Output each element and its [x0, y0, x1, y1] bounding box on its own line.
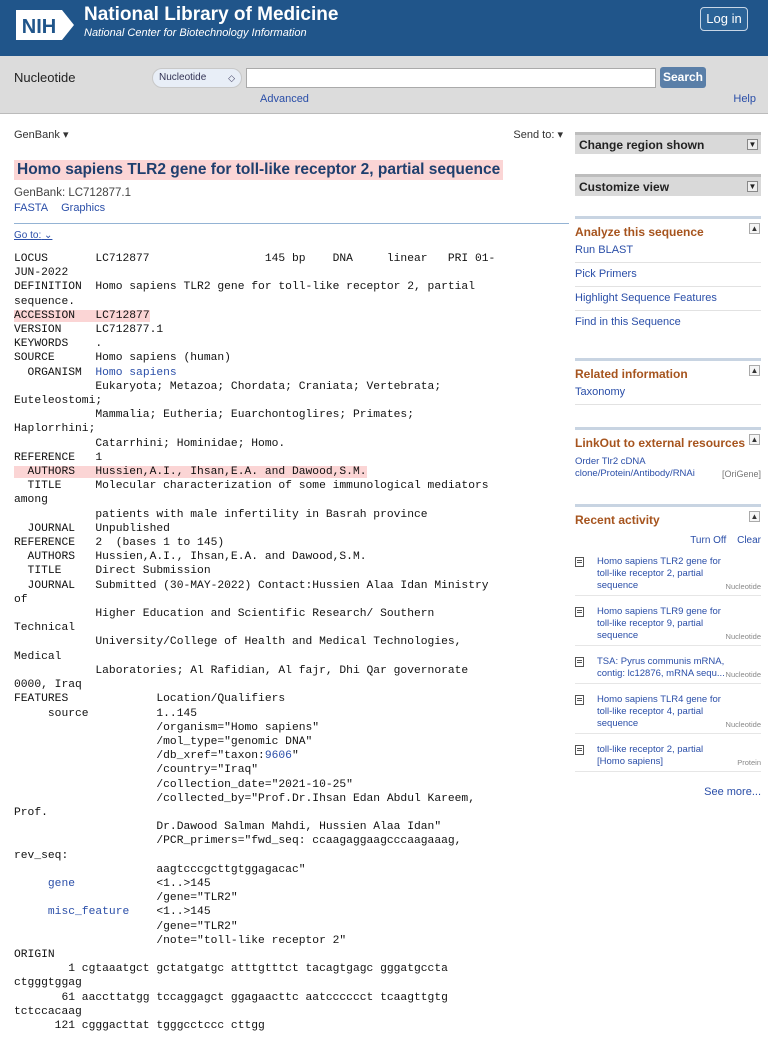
- collapse-up-icon[interactable]: ▲: [750, 512, 759, 521]
- record-line: patients with male infertility in Basrah province: [14, 508, 428, 521]
- record-line: Prof.: [14, 806, 48, 819]
- taxonomy-link[interactable]: Taxonomy: [575, 381, 761, 405]
- recent-item-db: Nucleotide: [725, 632, 761, 641]
- recent-activity-title: Recent activity: [575, 513, 660, 527]
- document-icon: [575, 557, 584, 567]
- record-line: among: [14, 494, 48, 507]
- record-line: rev_seq:: [14, 849, 69, 862]
- database-label: Nucleotide: [14, 70, 76, 85]
- record-line: Euteleostomi;: [14, 395, 103, 408]
- linkout-heading: [575, 427, 761, 450]
- recent-controls: [575, 535, 761, 546]
- sequence-line: tctccacaag: [14, 1005, 82, 1018]
- recent-item-title[interactable]: TSA: Pyrus communis mRNA, contig: lc12876, mRNA sequ...: [597, 656, 725, 679]
- sequence-line: 121 cgggacttat tgggcctccc cttgg: [14, 1019, 265, 1032]
- login-button[interactable]: Log in: [700, 7, 748, 31]
- record-line: /organism="Homo sapiens": [14, 721, 320, 734]
- right-sidebar: [575, 132, 761, 798]
- accession-key: ACCESSION: [14, 309, 96, 322]
- record-line: /gene="TLR2": [14, 920, 238, 933]
- db-xref-key: /db_xref="taxon:: [14, 750, 265, 763]
- recent-item-title[interactable]: toll-like receptor 2, partial [Homo sapiens]: [597, 744, 704, 767]
- record-line: Haplorrhini;: [14, 423, 96, 436]
- record-line: [14, 878, 211, 890]
- record-line: TITLE Molecular characterization of some immunological mediators: [14, 480, 489, 493]
- clear-link[interactable]: Clear: [737, 535, 761, 546]
- analyze-title: Analyze this sequence: [575, 225, 704, 239]
- gene-feature-link[interactable]: gene: [47, 877, 76, 890]
- collapse-up-icon[interactable]: ▲: [750, 366, 759, 375]
- recent-item[interactable]: [575, 694, 761, 734]
- record-line: /collected_by="Prof.Dr.Ihsan Edan Abdul Kareem,: [14, 792, 475, 805]
- recent-item[interactable]: [575, 606, 761, 646]
- record-line: aagtcccgcttgtggagacac": [14, 863, 306, 876]
- send-to-label: Send to:: [513, 129, 555, 141]
- collapse-up-icon[interactable]: ▲: [750, 435, 759, 444]
- highlight-features-link[interactable]: Highlight Sequence Features: [575, 287, 761, 311]
- document-icon: [575, 657, 584, 667]
- change-region-label: Change region shown: [579, 138, 705, 152]
- format-row: [14, 128, 569, 148]
- record-line: /note="toll-like receptor 2": [14, 934, 347, 947]
- indent: [14, 906, 48, 918]
- caret-down-icon: ▾: [62, 129, 69, 141]
- organism-key: ORGANISM: [14, 366, 96, 379]
- misc-feature-location: <1..>145: [129, 906, 211, 919]
- recent-item-title[interactable]: Homo sapiens TLR9 gene for toll-like receptor 9, partial sequence: [597, 606, 721, 641]
- customize-view-panel[interactable]: [575, 174, 761, 196]
- record-line: Medical: [14, 650, 62, 663]
- record-line: /collection_date="2021-10-25": [14, 778, 353, 791]
- site-subtitle: National Center for Biotechnology Information: [84, 27, 307, 39]
- record-line: Eukaryota; Metazoa; Chordata; Craniata; Vertebrata;: [14, 380, 442, 393]
- divider: [14, 223, 569, 224]
- record-line: AUTHORS Hussien,A.I., Ihsan,E.A. and Dawood,S.M.: [14, 551, 367, 564]
- linkout-item[interactable]: [575, 456, 761, 480]
- change-region-panel[interactable]: [575, 132, 761, 154]
- misc-feature-link[interactable]: misc_feature: [47, 906, 130, 919]
- record-line: [14, 750, 299, 762]
- record-line: KEYWORDS .: [14, 338, 103, 351]
- record-line: University/College of Health and Medical Technologies,: [14, 636, 462, 649]
- record-line: Mammalia; Eutheria; Euarchontoglires; Primates;: [14, 409, 414, 422]
- recent-item[interactable]: [575, 656, 761, 684]
- document-icon: [575, 695, 584, 705]
- pick-primers-link[interactable]: Pick Primers: [575, 263, 761, 287]
- record-line: JOURNAL Unpublished: [14, 522, 170, 535]
- analyze-heading: [575, 216, 761, 239]
- quote: ": [291, 750, 299, 763]
- record-line: [14, 906, 211, 918]
- accession-value: LC712877: [95, 309, 150, 322]
- record-line: of: [14, 593, 28, 606]
- goto-label: Go to:: [14, 230, 42, 241]
- find-in-sequence-link[interactable]: Find in this Sequence: [575, 316, 681, 328]
- record-line: 0000, Iraq: [14, 679, 82, 692]
- recent-item-db: Nucleotide: [725, 582, 761, 591]
- record-line: [14, 367, 177, 379]
- send-to-dropdown[interactable]: [513, 128, 563, 141]
- record-line: REFERENCE 2 (bases 1 to 145): [14, 537, 225, 550]
- record-line: FEATURES Location/Qualifiers: [14, 693, 286, 706]
- search-button[interactable]: Search: [660, 67, 706, 88]
- record-line: JOURNAL Submitted (30-MAY-2022) Contact:Hussien Alaa Idan Ministry: [14, 579, 489, 592]
- accession-line: [14, 310, 150, 322]
- top-header: [0, 0, 768, 56]
- record-line: sequence.: [14, 295, 76, 308]
- turn-off-link[interactable]: Turn Off: [690, 535, 727, 546]
- record-line: /country="Iraq": [14, 764, 259, 777]
- record-line: LOCUS LC712877 145 bp DNA linear PRI 01-: [14, 253, 496, 265]
- nih-logo[interactable]: [16, 8, 76, 42]
- chevron-down-icon: ⌄: [44, 230, 53, 241]
- record-line: ORIGIN: [14, 948, 55, 961]
- caret-down-icon: ▾: [557, 129, 563, 141]
- record-line: TITLE Direct Submission: [14, 565, 211, 578]
- record-line: /gene="TLR2": [14, 892, 238, 905]
- document-icon: [575, 745, 584, 755]
- database-select[interactable]: [152, 68, 242, 88]
- recent-item-db: Nucleotide: [725, 670, 761, 679]
- collapse-down-icon[interactable]: ▼: [748, 140, 757, 149]
- record-line: Laboratories; Al Rafidian, Al fajr, Dhi Qar governorate: [14, 664, 469, 677]
- sequence-line: ctgggtggag: [14, 977, 82, 990]
- authors-line: AUTHORS Hussien,A.I., Ihsan,E.A. and Dawood,S.M.: [14, 466, 367, 479]
- page-title: Homo sapiens TLR2 gene for toll-like receptor 2, partial sequence: [14, 160, 503, 180]
- view-links: [14, 202, 569, 214]
- recent-activity-heading: [575, 504, 761, 527]
- advanced-search-link[interactable]: Advanced: [260, 93, 309, 105]
- taxon-link[interactable]: 9606: [264, 750, 292, 763]
- help-link[interactable]: Help: [733, 93, 756, 105]
- graphics-link[interactable]: Graphics: [61, 202, 106, 214]
- customize-view-label: Customize view: [579, 180, 670, 194]
- record-line: Catarrhini; Hominidae; Homo.: [14, 437, 286, 450]
- genbank-record: [14, 252, 569, 1033]
- svg-text:NIH: NIH: [21, 16, 57, 38]
- related-heading: [575, 358, 761, 381]
- organism-link[interactable]: Homo sapiens: [95, 366, 177, 379]
- fasta-link[interactable]: FASTA: [14, 202, 49, 214]
- database-select-value: Nucleotide: [159, 72, 207, 83]
- recent-item-db: Nucleotide: [725, 720, 761, 729]
- site-title[interactable]: National Library of Medicine: [84, 4, 339, 25]
- format-label: GenBank: [14, 129, 60, 141]
- run-blast-link[interactable]: Run BLAST: [575, 239, 761, 263]
- record-line: REFERENCE 1: [14, 451, 103, 464]
- collapse-up-icon[interactable]: ▲: [750, 224, 759, 233]
- updown-chevron-icon: ◇: [228, 73, 235, 83]
- recent-item[interactable]: [575, 556, 761, 596]
- collapse-down-icon[interactable]: ▼: [748, 182, 757, 191]
- record-line: SOURCE Homo sapiens (human): [14, 352, 231, 365]
- sequence-line: 61 aaccttatgg tccaggagct ggagaacttc aatcccccct tcaagttgtg: [14, 991, 448, 1004]
- main-content: [14, 120, 569, 1033]
- goto-menu[interactable]: [14, 230, 569, 241]
- sequence-line: 1 cgtaaatgct gctatgatgc atttgtttct tacagtgagc gggatgccta: [14, 963, 448, 976]
- genbank-id: GenBank: LC712877.1: [14, 187, 132, 199]
- record-line: DEFINITION Homo sapiens TLR2 gene for toll-like receptor 2, partial: [14, 281, 475, 294]
- record-line: Technical: [14, 622, 76, 635]
- record-line: VERSION LC712877.1: [14, 324, 164, 337]
- document-icon: [575, 607, 584, 617]
- record-line: /mol_type="genomic DNA": [14, 735, 313, 748]
- recent-item-title[interactable]: Homo sapiens TLR2 gene for toll-like receptor 2, partial sequence: [597, 556, 721, 591]
- record-line: source 1..145: [14, 707, 198, 720]
- order-source: [OriGene]: [721, 469, 761, 479]
- record-line: Higher Education and Scientific Research/ Southern: [14, 608, 435, 621]
- search-input[interactable]: [246, 68, 656, 88]
- format-dropdown[interactable]: [14, 129, 68, 141]
- recent-item-db: Protein: [737, 758, 761, 767]
- see-more-link[interactable]: See more...: [704, 786, 761, 798]
- analyze-links: [575, 239, 761, 334]
- gene-location: <1..>145: [75, 877, 211, 890]
- order-text[interactable]: Order Tlr2 cDNA clone/Protein/Antibody/RNAi: [575, 456, 695, 479]
- search-bar: [0, 56, 768, 114]
- indent: [14, 878, 48, 890]
- linkout-title: LinkOut to external resources: [575, 436, 746, 450]
- record-line: /PCR_primers="fwd_seq: ccaagaggaagcccaagaaag,: [14, 835, 462, 848]
- related-title: Related information: [575, 367, 688, 381]
- recent-item-title[interactable]: Homo sapiens TLR4 gene for toll-like receptor 4, partial sequence: [597, 694, 721, 729]
- recent-item[interactable]: [575, 744, 761, 772]
- record-line: Dr.Dawood Salman Mahdi, Hussien Alaa Idan": [14, 821, 442, 834]
- record-line: JUN-2022: [14, 267, 69, 280]
